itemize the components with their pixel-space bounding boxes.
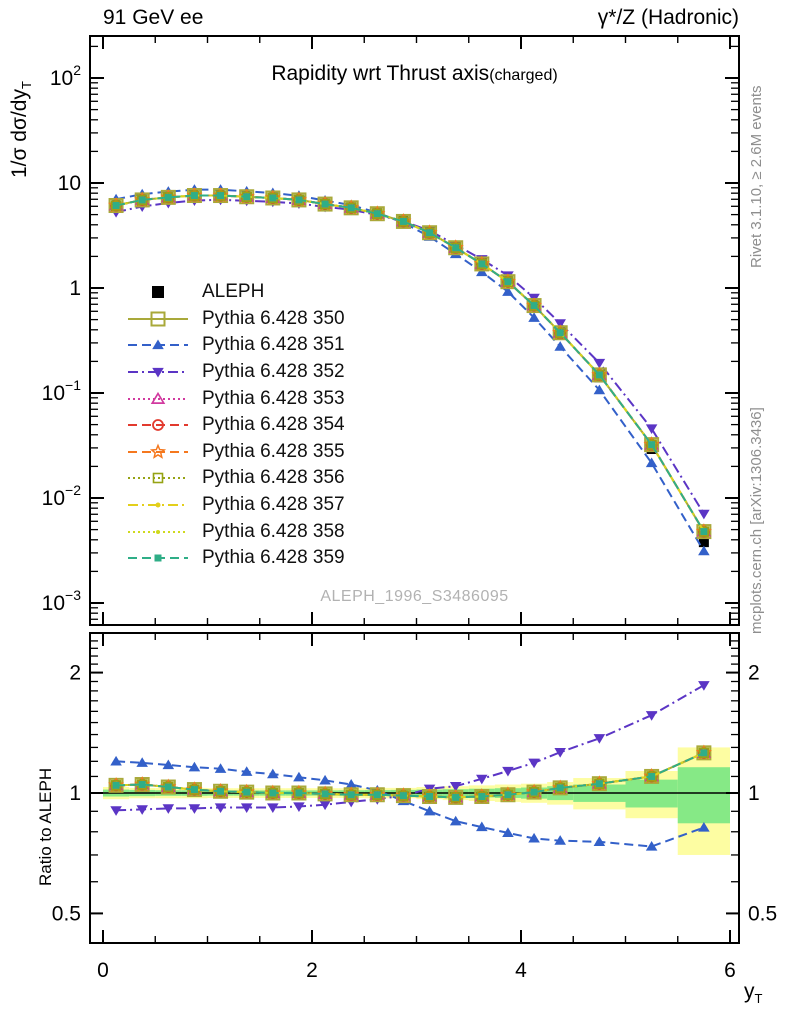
marker-triangle-up: [293, 772, 305, 782]
legend-item: [126, 385, 345, 412]
marker-filled-square: [531, 302, 538, 309]
marker-filled-square: [557, 329, 564, 336]
legend: [126, 279, 345, 572]
marker-filled-square: [165, 784, 172, 791]
y-axis-title-text: 1/σ dσ/dy: [8, 89, 31, 178]
marker-filled-square: [217, 192, 224, 199]
ratio-y-tick-label-right: 2: [748, 661, 760, 685]
marker-triangle-down: [698, 510, 710, 520]
plot-title-suffix: (charged): [489, 67, 558, 84]
marker-triangle-down: [646, 711, 658, 721]
main-y-tick-label: $10^2$: [49, 62, 81, 90]
legend-swatch: [126, 547, 190, 569]
ratio-y-tick-label-right: 0.5: [748, 902, 778, 926]
mcplots-reference-note: mcplots.cern.ch [arXiv:1306.3436]: [748, 407, 765, 634]
marker-triangle-down: [646, 424, 658, 434]
legend-swatch: [126, 308, 190, 330]
marker-filled-square: [348, 791, 355, 798]
marker-filled-square: [400, 792, 407, 799]
marker-filled-square: [165, 194, 172, 201]
ratio-y-tick-label: 2: [69, 661, 81, 685]
marker-filled-square: [269, 194, 276, 201]
marker-triangle-up: [267, 769, 279, 779]
x-axis-title: [744, 980, 762, 1006]
main-y-tick-label: $10^{-2}$: [41, 482, 81, 510]
legend-swatch: [126, 334, 190, 356]
marker-filled-square: [243, 193, 250, 200]
legend-label: Pythia 6.428 358: [202, 520, 345, 542]
marker-filled-square: [700, 528, 707, 535]
x-axis-title-sub: T: [754, 991, 763, 1007]
marker-filled-square: [478, 793, 485, 800]
rivet-version-note: Rivet 3.1.10, ≥ 2.6M events: [748, 85, 765, 268]
plot-title: [90, 62, 739, 86]
marker-triangle-down: [698, 681, 710, 691]
legend-label: Pythia 6.428 350: [202, 307, 345, 329]
legend-swatch: [126, 467, 190, 489]
legend-swatch: [126, 388, 190, 410]
uncertainty-band-green: [678, 767, 730, 823]
marker-filled-square: [531, 789, 538, 796]
marker-filled-square: [452, 244, 459, 251]
legend-label: Pythia 6.428 353: [202, 387, 345, 409]
legend-label: Pythia 6.428 359: [202, 547, 345, 569]
legend-swatch: [126, 441, 190, 463]
marker-filled-square: [478, 260, 485, 267]
legend-item: [126, 518, 345, 545]
marker-filled-square: [113, 202, 120, 209]
marker-filled-square: [374, 210, 381, 217]
x-axis-title-text: y: [744, 980, 755, 1003]
marker-filled-square: [452, 794, 459, 801]
main-y-tick-label: 10: [57, 172, 81, 195]
ratio-y-tick-label-right: 1: [748, 782, 760, 805]
legend-swatch: [126, 361, 190, 383]
ratio-y-tick-label: 1: [69, 782, 81, 805]
marker-filled-square: [113, 782, 120, 789]
main-y-tick-label: $10^{-1}$: [41, 377, 81, 405]
legend-item: [126, 439, 345, 466]
marker-filled-square: [191, 192, 198, 199]
marker-filled-square: [426, 229, 433, 236]
legend-label: ALEPH: [202, 281, 265, 303]
beam-energy-label: 91 GeV ee: [103, 6, 204, 29]
legend-item: [126, 359, 345, 386]
main-y-tick-label: $10^{-3}$: [41, 587, 81, 615]
x-tick-label: 6: [724, 959, 736, 982]
legend-item: [126, 306, 345, 333]
analysis-id-watermark: ALEPH_1996_S3486095: [320, 588, 509, 605]
legend-item: [126, 545, 345, 572]
legend-label: Pythia 6.428 357: [202, 494, 345, 516]
marker-filled-square: [400, 218, 407, 225]
marker-filled-square: [322, 201, 329, 208]
marker-filled-square: [504, 791, 511, 798]
marker-triangle-down: [528, 759, 540, 769]
marker-filled-square: [504, 278, 511, 285]
marker-filled-square: [596, 780, 603, 787]
legend-swatch: [126, 521, 190, 543]
x-tick-label: 4: [515, 959, 527, 982]
marker-triangle-up: [554, 341, 566, 351]
marker-dot: [156, 503, 161, 508]
marker-filled-square: [648, 441, 655, 448]
legend-swatch: [126, 414, 190, 436]
marker-filled-square: [191, 786, 198, 793]
legend-item: [126, 332, 345, 359]
marker-filled-square: [152, 286, 164, 298]
plot-title-main: Rapidity wrt Thrust axis: [271, 62, 490, 85]
legend-label: Pythia 6.428 354: [202, 414, 345, 436]
legend-label: Pythia 6.428 355: [202, 440, 345, 462]
marker-filled-square: [155, 555, 162, 562]
legend-label: Pythia 6.428 351: [202, 334, 345, 356]
marker-triangle-up: [319, 775, 331, 785]
marker-filled-square: [269, 790, 276, 797]
marker-dot: [156, 530, 160, 534]
marker-filled-square: [243, 789, 250, 796]
marker-filled-square: [139, 196, 146, 203]
marker-filled-square: [700, 749, 707, 756]
process-label: γ*/Z (Hadronic): [597, 6, 739, 29]
marker-filled-square: [648, 773, 655, 780]
ratio-y-tick-label: 0.5: [51, 902, 81, 926]
legend-item: [126, 412, 345, 439]
main-y-tick-label: 1: [69, 277, 81, 300]
marker-filled-square: [295, 790, 302, 797]
marker-triangle-up: [594, 836, 606, 846]
marker-triangle-down: [293, 802, 305, 812]
legend-item: [126, 492, 345, 519]
marker-filled-square: [596, 371, 603, 378]
legend-label: Pythia 6.428 356: [202, 467, 345, 489]
y-axis-title-sub: T: [19, 81, 35, 90]
marker-filled-square: [322, 790, 329, 797]
marker-filled-square: [295, 196, 302, 203]
marker-filled-square: [374, 791, 381, 798]
x-tick-label: 2: [306, 959, 318, 982]
x-tick-label: 0: [97, 959, 109, 982]
legend-swatch: [126, 281, 190, 303]
legend-swatch: [126, 494, 190, 516]
marker-filled-square: [426, 793, 433, 800]
main-y-axis-title: [8, 81, 34, 178]
marker-filled-square: [348, 204, 355, 211]
marker-filled-square: [139, 781, 146, 788]
marker-filled-square: [557, 784, 564, 791]
legend-item: [126, 279, 345, 306]
marker-triangle-down: [502, 767, 514, 777]
marker-filled-square: [217, 788, 224, 795]
legend-label: Pythia 6.428 352: [202, 361, 345, 383]
ratio-y-axis-title: Ratio to ALEPH: [36, 767, 55, 886]
legend-item: [126, 465, 345, 492]
